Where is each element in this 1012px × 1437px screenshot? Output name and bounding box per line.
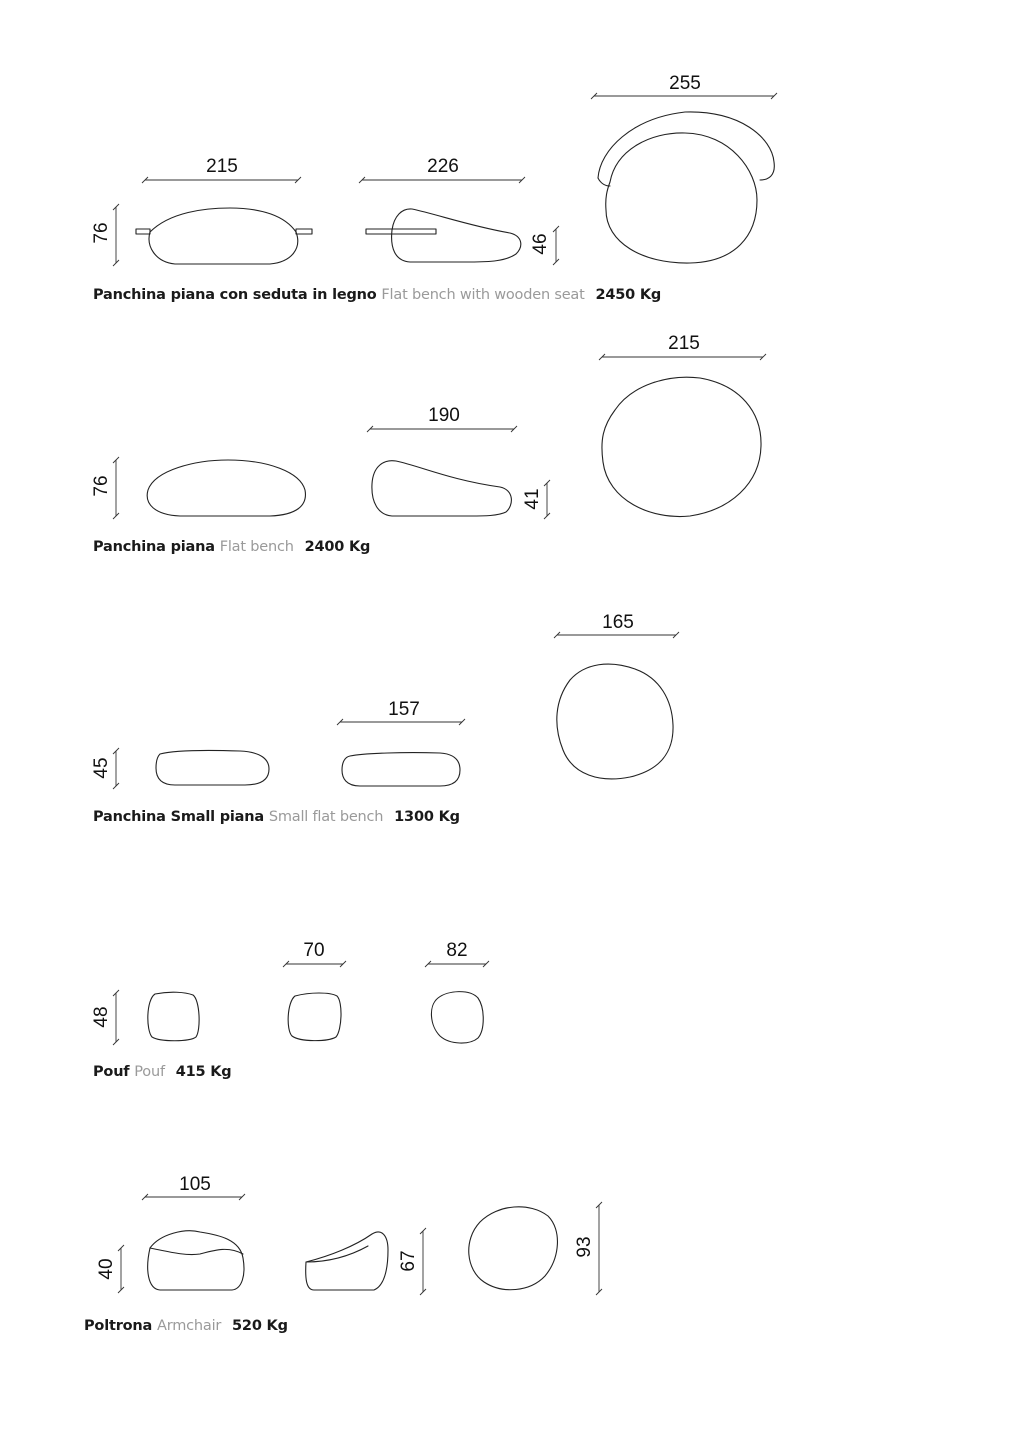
product-1-top-width-dimension xyxy=(591,73,777,99)
product-2-caption xyxy=(93,539,370,555)
product-2-name-it: Panchina piana xyxy=(93,539,215,555)
product-3-front-height-dimension xyxy=(91,748,119,789)
product-1-top-width-label: 255 xyxy=(669,73,701,94)
product-1-side-height-label: 46 xyxy=(530,233,551,255)
product-3-name-it: Panchina Small piana xyxy=(93,809,264,825)
product-5-side-height-dimension xyxy=(398,1228,426,1295)
product-2-side-height-dimension xyxy=(522,480,550,519)
product-5-top-height-label: 93 xyxy=(574,1236,595,1258)
product-2-side-width-dimension xyxy=(367,405,517,432)
product-5-front-width-dimension xyxy=(142,1174,245,1200)
product-4-name-en: Pouf xyxy=(134,1064,165,1080)
product-1-name-it: Panchina piana con seduta in legno xyxy=(93,287,377,303)
product-4-top-width-label: 82 xyxy=(446,940,468,961)
product-1-front-view xyxy=(136,208,312,264)
product-1-side-width-dimension xyxy=(359,156,525,183)
product-3-top-view xyxy=(557,664,673,779)
product-3-weight: 1300 Kg xyxy=(394,809,460,825)
product-4-caption xyxy=(93,1064,231,1080)
product-3-side-width-label: 157 xyxy=(388,699,420,720)
product-5-front-height-label: 40 xyxy=(96,1258,117,1280)
product-5-weight: 520 Kg xyxy=(232,1318,288,1334)
product-4-top-view xyxy=(431,992,483,1043)
product-4-name-it: Pouf xyxy=(93,1064,130,1080)
product-5-name-it: Poltrona xyxy=(84,1318,153,1334)
product-4-front-height-label: 48 xyxy=(91,1006,112,1028)
product-1-front-height-dimension xyxy=(91,204,119,266)
product-4-top-width-dimension xyxy=(425,940,489,967)
product-5-top-view xyxy=(469,1207,558,1290)
product-2-top-width-label: 215 xyxy=(668,333,700,354)
product-3-top-width-label: 165 xyxy=(602,612,634,633)
product-1-side-view xyxy=(366,209,521,262)
product-2-top-width-dimension xyxy=(599,333,766,360)
product-5-front-view xyxy=(148,1231,244,1290)
product-2-front-view xyxy=(147,460,305,516)
product-3-front-height-label: 45 xyxy=(91,757,112,779)
product-2-side-view xyxy=(372,461,511,516)
product-1-caption xyxy=(93,287,661,303)
product-5-side-view xyxy=(306,1232,388,1290)
product-3-caption xyxy=(93,809,460,825)
product-1-weight: 2450 Kg xyxy=(595,287,662,303)
product-5-front-width-label: 105 xyxy=(179,1174,211,1195)
product-2-top-view xyxy=(602,377,761,516)
product-5-name-en: Armchair xyxy=(156,1318,222,1334)
product-1-front-height-label: 76 xyxy=(91,222,112,244)
product-5-caption xyxy=(84,1318,288,1334)
product-4-front-view xyxy=(148,992,199,1041)
product-4-front-height-dimension xyxy=(91,990,119,1045)
product-2-weight: 2400 Kg xyxy=(304,539,371,555)
product-3-side-view xyxy=(342,753,460,786)
product-5-front-height-dimension xyxy=(96,1245,124,1293)
product-1-side-width-label: 226 xyxy=(427,156,459,177)
product-3-side-width-dimension xyxy=(337,699,465,725)
product-2-side-width-label: 190 xyxy=(428,405,460,426)
product-2-side-height-label: 41 xyxy=(522,488,543,510)
product-4-side-view xyxy=(288,993,341,1041)
product-1-side-height-dimension xyxy=(530,226,559,265)
product-5-side-height-label: 67 xyxy=(398,1250,419,1272)
product-1-front-width-label: 215 xyxy=(206,156,238,177)
product-4-side-width-dimension xyxy=(283,940,346,967)
product-4-weight: 415 Kg xyxy=(175,1064,232,1080)
product-4-side-width-label: 70 xyxy=(303,940,325,961)
product-2-front-height-label: 76 xyxy=(91,475,112,497)
product-2-front-height-dimension xyxy=(91,457,119,519)
product-3-front-view xyxy=(156,750,269,785)
product-3-top-width-dimension xyxy=(554,612,679,638)
product-1-name-en: Flat bench with wooden seat xyxy=(381,287,585,303)
product-3-name-en: Small flat bench xyxy=(268,809,384,825)
product-1-front-width-dimension xyxy=(142,156,301,183)
product-2-name-en: Flat bench xyxy=(219,539,294,555)
product-1-top-view xyxy=(598,112,774,263)
product-5-top-height-dimension xyxy=(574,1202,602,1295)
